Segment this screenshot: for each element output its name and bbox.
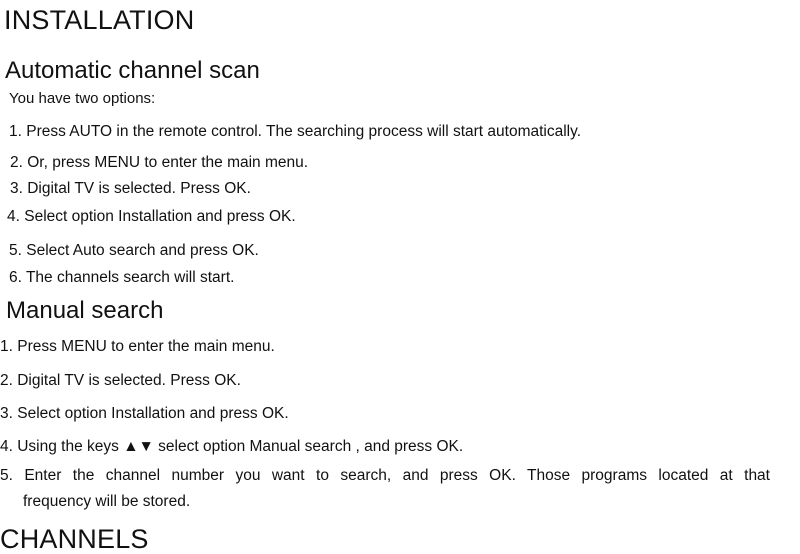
automatic-scan-heading: Automatic channel scan [5,57,260,84]
automatic-step-4: 4. Select option Installation and press OK. [7,208,296,225]
automatic-step-5: 5. Select Auto search and press OK. [9,242,259,259]
manual-step-5-line-2: frequency will be stored. [23,493,191,510]
manual-step-4: 4. Using the keys ▲▼ select option Manual search , and press OK. [0,438,464,455]
next-section-heading: CHANNELS [0,524,149,554]
automatic-step-2: 2. Or, press MENU to enter the main menu. [10,154,309,171]
automatic-step-3: 3. Digital TV is selected. Press OK. [10,180,251,197]
automatic-step-1: 1. Press AUTO in the remote control. The searching process will start automatically. [9,123,582,140]
automatic-scan-intro: You have two options: [9,90,156,107]
manual-step-3: 3. Select option Installation and press OK. [0,405,289,422]
manual-step-5-line-1: 5. Enter the channel number you want to search, and press OK. Those programs located at that [0,467,770,484]
manual-step-1: 1. Press MENU to enter the main menu. [0,338,275,355]
manual-step-2: 2. Digital TV is selected. Press OK. [0,372,241,389]
automatic-step-6: 6. The channels search will start. [9,269,235,286]
manual-search-heading: Manual search [6,297,164,324]
page-title: INSTALLATION [4,5,195,35]
